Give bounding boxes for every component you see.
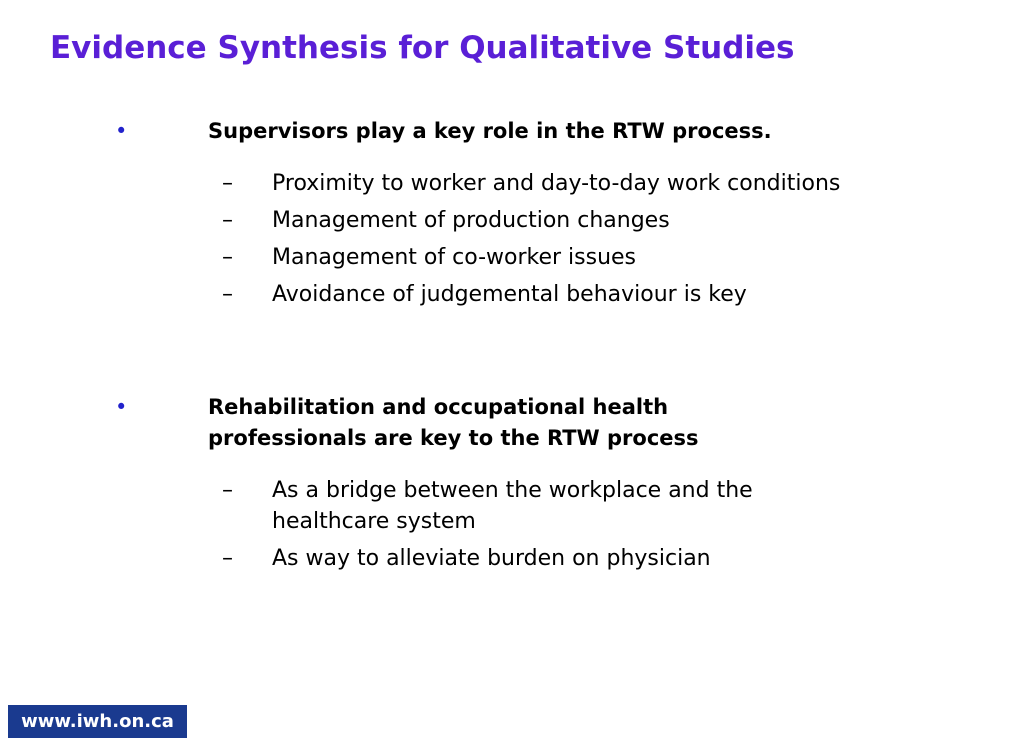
list-item-text: As a bridge between the workplace and the healthcare system: [272, 478, 753, 534]
dash-marker: –: [222, 208, 233, 233]
list-item: [0, 279, 1023, 310]
slide-title: Evidence Synthesis for Qualitative Studies: [50, 30, 795, 66]
list-item: [0, 168, 1023, 199]
list-item-text: As way to alleviate burden on physician: [272, 546, 711, 571]
bullet-marker: •: [115, 395, 128, 419]
dash-marker: –: [222, 245, 233, 270]
list-item-text: Management of production changes: [272, 208, 670, 233]
list-item: [0, 475, 1023, 537]
sub-list-rehabilitation: [0, 475, 1023, 580]
list-item-text: Proximity to worker and day-to-day work conditions: [272, 171, 841, 196]
dash-marker: –: [222, 546, 233, 571]
list-item-text: Management of co-worker issues: [272, 245, 637, 270]
list-item: [0, 242, 1023, 273]
bullet-text-rehabilitation: Rehabilitation and occupational health professionals are key to the RTW process: [208, 395, 699, 450]
list-item-text: Avoidance of judgemental behaviour is key: [272, 282, 747, 307]
bullet-marker: •: [115, 119, 128, 143]
footer-url-badge[interactable]: www.iwh.on.ca: [8, 705, 187, 738]
sub-list-supervisors: [0, 168, 1023, 316]
dash-marker: –: [222, 282, 233, 307]
dash-marker: –: [222, 171, 233, 196]
list-item: [0, 543, 1023, 574]
list-item: [0, 205, 1023, 236]
dash-marker: –: [222, 478, 233, 503]
bullet-text-supervisors: Supervisors play a key role in the RTW process.: [208, 119, 772, 143]
